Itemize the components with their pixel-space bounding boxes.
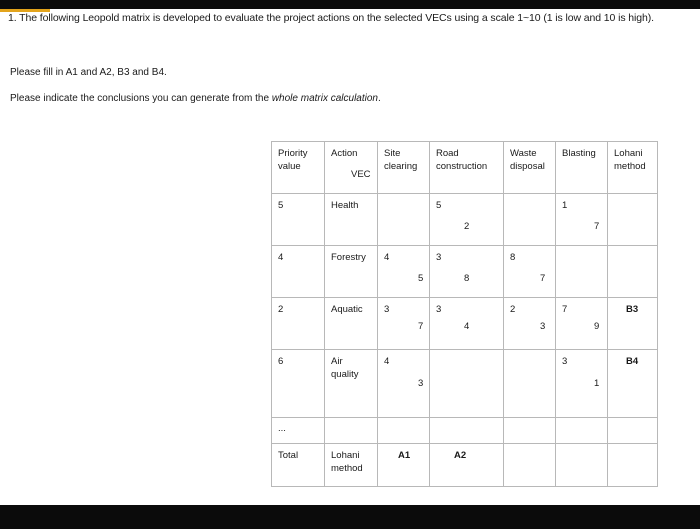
- impact-cell: [504, 194, 556, 246]
- header-col-label: Site clearing: [384, 148, 418, 172]
- impact-cell: [556, 350, 608, 418]
- importance-value: 3: [540, 321, 546, 332]
- header-blasting: [556, 142, 608, 194]
- bottom-bar: [0, 505, 700, 529]
- total-method-cell: [325, 444, 378, 487]
- header-vec-label: VEC: [351, 169, 371, 180]
- header-site-clearing: [378, 142, 430, 194]
- magnitude-value: 1: [562, 200, 568, 211]
- header-action-label: Action: [331, 148, 358, 159]
- impact-cell: [378, 246, 430, 298]
- magnitude-value: 7: [562, 304, 568, 315]
- matrix-row-forestry: [272, 246, 658, 298]
- empty-cell: [430, 418, 504, 444]
- vec-label: Aquatic: [331, 304, 363, 315]
- matrix-row-aquatic: [272, 298, 658, 350]
- matrix-row-health: [272, 194, 658, 246]
- vec-cell: [325, 298, 378, 350]
- impact-cell: [556, 246, 608, 298]
- lohani-cell: [608, 350, 658, 418]
- total-cell: [378, 444, 430, 487]
- header-priority: [272, 142, 325, 194]
- priority-cell: [272, 246, 325, 298]
- leopold-matrix: [271, 141, 658, 487]
- priority-cell: [272, 350, 325, 418]
- ellipsis-text: ...: [278, 423, 286, 434]
- priority-value: 2: [278, 304, 284, 315]
- vec-cell: [325, 350, 378, 418]
- header-col-label: Lohani method: [614, 148, 646, 172]
- instruction-conclusions: [10, 93, 381, 104]
- total-method-label: Lohani method: [331, 450, 363, 474]
- importance-value: 7: [418, 321, 424, 332]
- vec-label: Forestry: [331, 252, 366, 263]
- vec-label: Air quality: [331, 356, 359, 380]
- empty-cell: [325, 418, 378, 444]
- header-row: [272, 142, 658, 194]
- importance-value: 8: [464, 273, 470, 284]
- total-cell: [504, 444, 556, 487]
- importance-value: 5: [418, 273, 424, 284]
- instruction-conclusions-prefix: Please indicate the conclusions you can generate from the: [10, 93, 272, 104]
- priority-cell: [272, 194, 325, 246]
- instruction-conclusions-italic: whole matrix calculation: [271, 93, 378, 104]
- total-cell: [430, 444, 504, 487]
- total-cell: [556, 444, 608, 487]
- header-col-label: Road construction: [436, 148, 488, 172]
- vec-cell: [325, 194, 378, 246]
- header-road-construction: [430, 142, 504, 194]
- impact-cell: [556, 194, 608, 246]
- importance-value: 4: [464, 321, 470, 332]
- lohani-cell: [608, 246, 658, 298]
- magnitude-value: 3: [384, 304, 390, 315]
- magnitude-value: 3: [436, 252, 442, 263]
- impact-cell: [504, 246, 556, 298]
- matrix-row-ellipsis: [272, 418, 658, 444]
- header-col-label: Blasting: [562, 148, 596, 159]
- impact-cell: [430, 298, 504, 350]
- header-lohani-method: [608, 142, 658, 194]
- importance-value: 3: [418, 378, 424, 389]
- top-bar: [0, 0, 700, 9]
- magnitude-value: 4: [384, 356, 390, 367]
- vec-label: Health: [331, 200, 359, 211]
- lohani-value: B3: [626, 304, 639, 315]
- magnitude-value: 4: [384, 252, 390, 263]
- importance-value: 1: [594, 378, 600, 389]
- magnitude-value: 2: [510, 304, 516, 315]
- vec-cell: [325, 246, 378, 298]
- magnitude-value: 3: [436, 304, 442, 315]
- ellipsis-cell: [272, 418, 325, 444]
- impact-cell: [430, 194, 504, 246]
- total-label-cell: [272, 444, 325, 487]
- impact-cell: [378, 350, 430, 418]
- empty-cell: [608, 418, 658, 444]
- impact-cell: [430, 350, 504, 418]
- impact-cell: [504, 350, 556, 418]
- lohani-value: B4: [626, 356, 639, 367]
- total-value-a2: A2: [454, 450, 467, 461]
- impact-cell: [504, 298, 556, 350]
- matrix-row-air-quality: [272, 350, 658, 418]
- importance-value: 7: [594, 221, 600, 232]
- header-priority-label: Priority value: [278, 148, 308, 172]
- magnitude-value: 8: [510, 252, 516, 263]
- question-text: 1. The following Leopold matrix is developed to evaluate the project actions on the selected VECs using a scale 1~10 (1 is low and 10 is high).: [8, 12, 654, 24]
- priority-cell: [272, 298, 325, 350]
- impact-cell: [430, 246, 504, 298]
- priority-value: 6: [278, 356, 284, 367]
- header-action-vec: [325, 142, 378, 194]
- empty-cell: [378, 418, 430, 444]
- header-waste-disposal: [504, 142, 556, 194]
- lohani-cell: [608, 194, 658, 246]
- matrix-row-total: [272, 444, 658, 487]
- empty-cell: [556, 418, 608, 444]
- instruction-conclusions-suffix: .: [378, 93, 381, 104]
- magnitude-value: 3: [562, 356, 568, 367]
- instruction-fill: Please fill in A1 and A2, B3 and B4.: [10, 67, 167, 78]
- empty-cell: [504, 418, 556, 444]
- total-label: Total: [278, 450, 299, 461]
- total-value-a1: A1: [398, 450, 411, 461]
- importance-value: 9: [594, 321, 600, 332]
- importance-value: 7: [540, 273, 546, 284]
- priority-value: 4: [278, 252, 284, 263]
- empty-cell: [608, 444, 658, 487]
- header-col-label: Waste disposal: [510, 148, 545, 172]
- lohani-cell: [608, 298, 658, 350]
- importance-value: 2: [464, 221, 470, 232]
- impact-cell: [378, 194, 430, 246]
- magnitude-value: 5: [436, 200, 442, 211]
- priority-value: 5: [278, 200, 284, 211]
- impact-cell: [378, 298, 430, 350]
- impact-cell: [556, 298, 608, 350]
